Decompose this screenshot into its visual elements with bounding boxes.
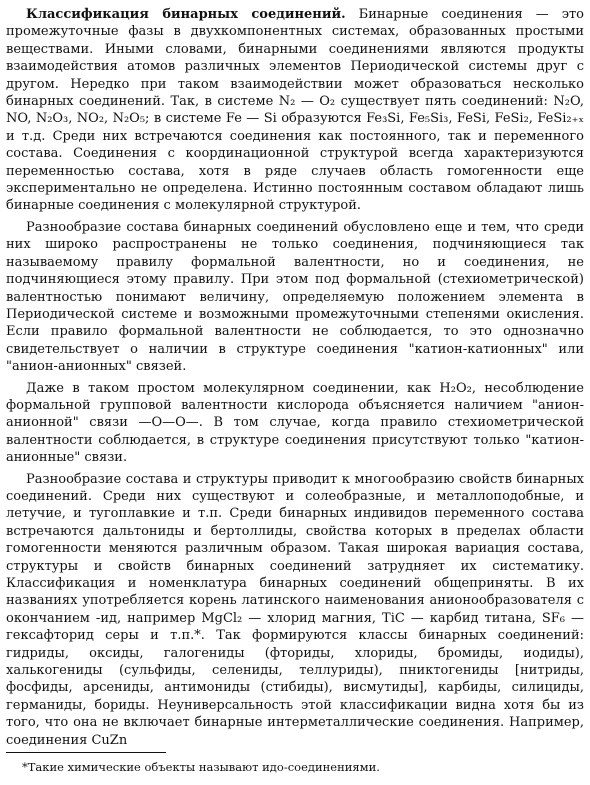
paragraph-3: Даже в таком простом молекулярном соединении, как H₂O₂, несоблюдение формальной групповой валентности кислорода объясняется наличием "анион-анионной" связи —O—O—. В том случае, когда правило стехиометрической валентности соблюдается, в структуре соединения присутствуют только "катион-анионные" связи. bbox=[6, 380, 584, 466]
paragraph-2: Разнообразие состава бинарных соединений обусловлено еще и тем, что среди них широко распространены не только соединения, подчиняющиеся так называемому правилу формальной валентности, но и соединения, не подчиняющиеся этому правилу. При этом под формальной (стехиометрической) валентностью понимают величину, определяемую положением элемента в Периодической системе и возможными промежуточными степенями окисления. Если правило формальной валентности не соблюдается, то это однозначно свидетельствует о наличии в структуре соединения "катион-катионных" или "анион-анионных" связей. bbox=[6, 219, 584, 375]
footnote-divider bbox=[6, 752, 166, 753]
section-heading: Классификация бинарных соединений. bbox=[26, 7, 346, 22]
paragraph-4: Разнообразие состава и структуры приводит к многообразию свойств бинарных соединений. Среди них существуют и солеобразные, и металлоподобные, и летучие, и тугоплавкие и т.п. Среди бинарных индивидов переменного состава встречаются дальтониды и бертоллиды, свойства которых в пределах области гомогенности меняются различным образом. Такая широкая вариация состава, структуры и свойств бинарных соединений затрудняет их систематику. Классификация и номенклатура бинарных соединений общеприняты. В их названиях употребляется корень латинского наименования анионообразователя с окончанием -ид, например MgCl₂ — хлорид магния, TiC — карбид титана, SF₆ — гексафторид серы и т.п.*. Так формируются классы бинарных соединений: гидриды, оксиды, галогениды (фториды, хлориды, бромиды, иодиды), халькогениды (сульфиды, селениды, теллуриды), пниктогениды [нитриды, фосфиды, арсениды, антимониды (стибиды), висмутиды], карбиды, силициды, германиды, бориды. Неуниверсальность этой классификации видна хотя бы из того, что она не включает бинарные интерметаллические соединения. Например, соединения CuZn bbox=[6, 471, 584, 748]
paragraph-1 bbox=[6, 6, 584, 215]
paragraph-1-text: Бинарные соединения — это промежуточные фазы в двухкомпонентных системах, образованных простыми веществами. Иными словами, бинарными соединениями являются продукты взаимодействия атомов различных элементов Периодической системы друг с другом. Нередко при таком взаимодействии может образоваться несколько бинарных соединений. Так, в системе N₂ — O₂ существует пять соединений: N₂O, NO, N₂O₃, NO₂, N₂O₅; в системе Fe — Si образуются Fe₃Si, Fe₅Si₃, FeSi, FeSi₂, FeSi₂₊ₓ и т.д. Среди них встречаются соединения как постоянного, так и переменного состава. Соединения с координационной структурой всегда характеризуются переменностью состава, хотя в ряде случаев область гомогенности еще экспериментально не определена. Истинно постоянным составом обладают лишь бинарные соединения с молекулярной структурой. bbox=[6, 7, 584, 214]
footnote: *Такие химические объекты называют идо-соединениями. bbox=[22, 760, 380, 774]
